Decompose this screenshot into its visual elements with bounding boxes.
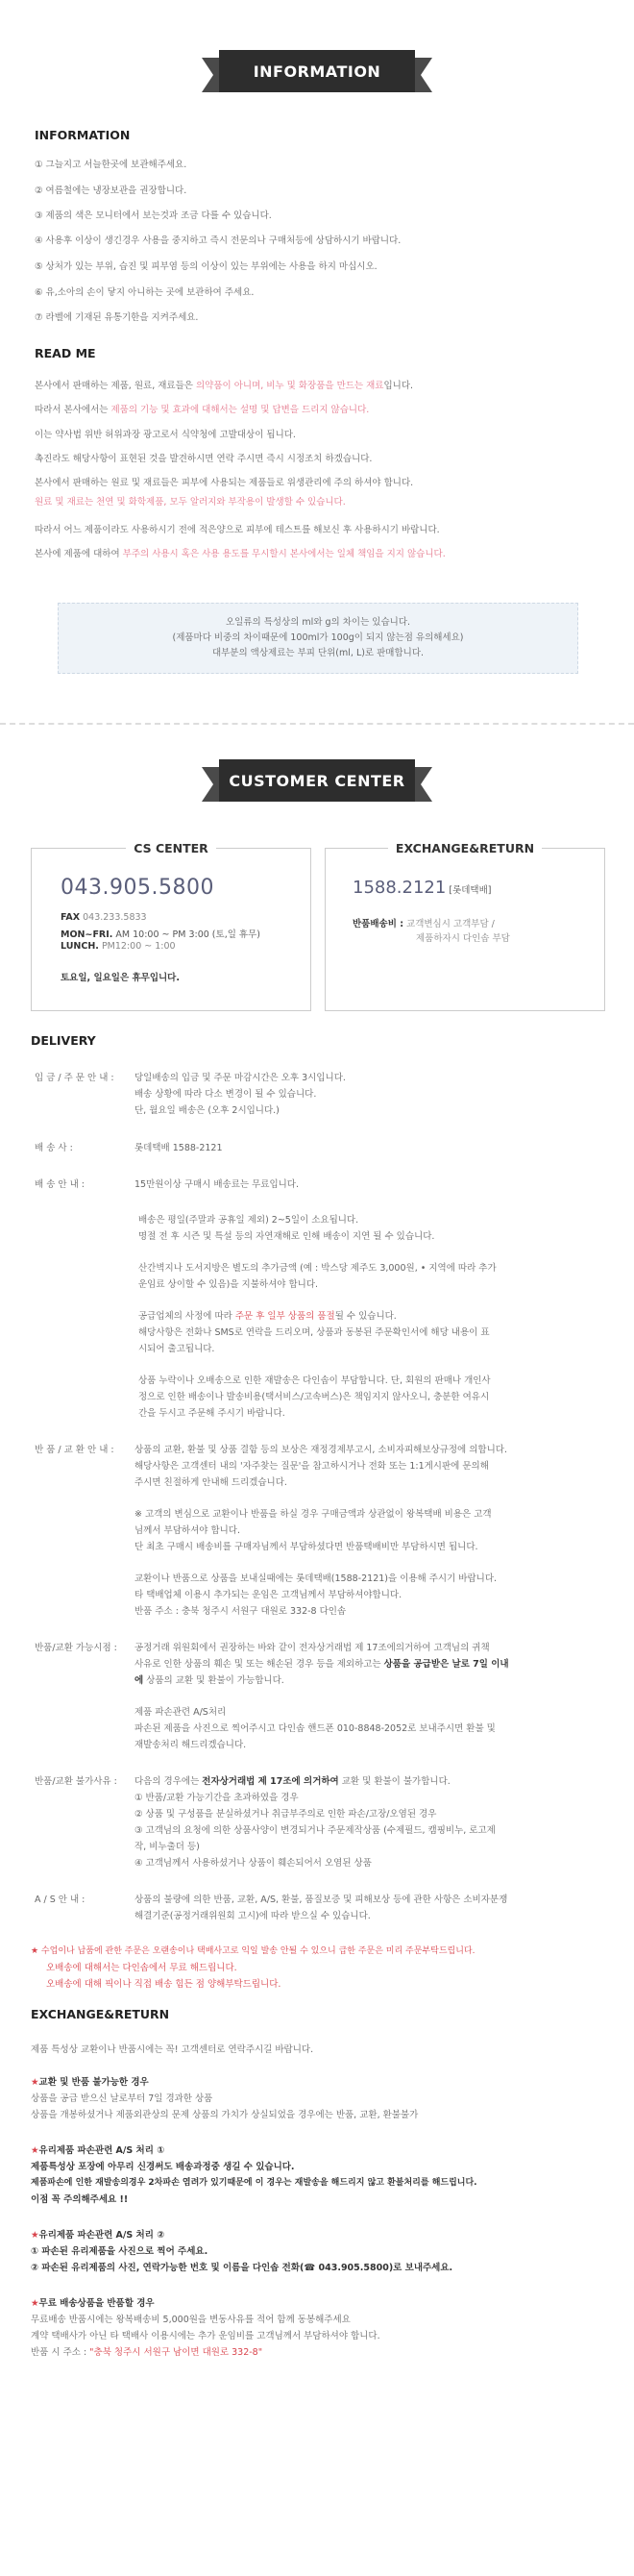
info-item-1: ① 그늘지고 서늘한곳에 보관해주세요. [35, 160, 187, 170]
readme-line-3: 이는 약사법 위반 허위과장 광고로서 식약청에 고발대상이 됩니다. [35, 430, 296, 440]
exret-t2c: 이점 꼭 주의해주세요 !! [31, 2194, 129, 2205]
cs-closed-notice: 토요일, 일요일은 휴무입니다. [61, 973, 180, 983]
info-item-3: ③ 제품의 색은 모니터에서 보는것과 조금 다를 수 있습니다. [35, 211, 272, 221]
ex-phone-row [353, 878, 492, 898]
readme-line-4: 촉진라도 해당사항이 표현된 것을 발견하시면 연락 주시면 즉시 시정조치 하겠습니다. [35, 454, 373, 464]
exret-t4: ★무료 배송상품을 반품할 경우 [31, 2298, 155, 2309]
order-line-1: 당일배송의 입금 및 주문 마감시간은 오후 3시입니다. [134, 1073, 346, 1083]
impossible-line-4: ③ 고객님의 요청에 의한 상품사양이 변경되거나 주문제작상품 (수제필드, 캠핑비누, 로고제 [134, 1825, 496, 1836]
guide-line-3: 명절 전 후 시즌 및 특설 등의 자연재해로 인해 배송이 지연 될 수 있습니다. [138, 1231, 435, 1242]
warning-line-3: 오배송에 대해 픽이나 직접 배송 힘든 점 양해부탁드립니다. [46, 1979, 281, 1990]
possible-line-1: 공정거래 위원회에서 권장하는 바와 같이 전자상거래법 제 17조에의거하여 고객님의 귀책 [134, 1643, 490, 1653]
delivery-heading: DELIVERY [31, 1033, 96, 1048]
return-line-5: 님께서 부담하셔야 합니다. [134, 1525, 241, 1536]
ml-g-note-box [58, 603, 578, 674]
return-line-1: 상품의 교환, 환불 및 상품 결함 등의 보상은 재정경제부고시, 소비자피해보상규정에 의합니다. [134, 1445, 507, 1455]
readme-line-7: 따라서 어느 제품이라도 사용하시기 전에 적은양으로 피부에 테스트를 해보신 후 사용하시기 바랍니다. [35, 525, 440, 535]
return-line-8: 타 택배업체 이용시 추가되는 운임은 고객님께서 부담하셔야합니다. [134, 1590, 402, 1600]
impossible-line-3: ② 상품 및 구성품을 분실하셨거나 취급부주의로 인한 파손/고장/오염된 경우 [134, 1809, 437, 1820]
exret-t2b: 제품파손에 인한 재발송의경우 2차파손 염려가 있기때문에 이 경우는 재발송을 해드리지 않고 환불처리를 해드립니다. [31, 2178, 477, 2188]
exret-t3: ★유리제품 파손관련 A/S 처리 ② [31, 2230, 165, 2241]
guide-line-2: 배송은 평일(주말과 공휴일 제외) 2~5일이 소요됩니다. [138, 1215, 359, 1226]
return-line-3: 주시면 친절하게 안내해 드리겠습니다. [134, 1477, 287, 1488]
impossible-line-6: ④ 고객님께서 사용하셨거나 상품이 훼손되어서 오염된 상품 [134, 1858, 372, 1869]
exret-t2: ★유리제품 파손관련 A/S 처리 ① [31, 2145, 165, 2156]
impossible-line-1: 다음의 경우에는 전자상거래법 제 17조에 의거하여 교환 및 환불이 불가합니다. [134, 1776, 451, 1787]
exret-t1b: 상품을 개봉하셨거나 제품외관상의 문제 상품의 가치가 상실되었을 경우에는 반품, 교환, 환불불가 [31, 2110, 419, 2120]
possible-line-5: 파손된 제품을 사진으로 찍어주시고 다인솝 핸드폰 010-8848-2052로 보내주시면 환불 및 [134, 1723, 496, 1734]
exret-t4a: 무료배송 반품시에는 왕복배송비 5,000원을 변동사유를 적어 함께 동봉해주세요 [31, 2315, 351, 2325]
impossible-label: 반품/교환 불가사유 : [35, 1776, 117, 1787]
note-line-3: 대부분의 액상제료는 부피 단위(ml, L)로 판매합니다. [211, 648, 425, 658]
info-item-2: ② 여름철에는 냉장보관을 권장합니다. [35, 186, 187, 196]
exret-t3a: ① 파손된 유리제품을 사진으로 찍어 주세요. [31, 2246, 208, 2257]
exret-t1: ★교환 및 반품 불가능한 경우 [31, 2077, 149, 2088]
return-line-7: 교환이나 반품으로 상품을 보내실때에는 롯데택배(1588-2121)을 이용해 주시기 바랍니다. [134, 1573, 498, 1584]
customer-center-ribbon-title: CUSTOMER CENTER [219, 759, 415, 802]
ex-phone[interactable]: 1588.2121 [353, 878, 447, 898]
courier-value: 롯데택배 1588-2121 [134, 1143, 223, 1153]
possible-label: 반품/교환 가능시점 : [35, 1643, 117, 1653]
information-heading: INFORMATION [35, 128, 131, 142]
guide-line-11: 간을 두시고 주문해 주시기 바랍니다. [138, 1408, 285, 1419]
exchange-return-box [325, 841, 605, 1011]
possible-line-6: 재발송처리 해드리겠습니다. [134, 1740, 247, 1750]
exret-t1a: 상품을 공급 받으신 날로부터 7일 경과한 상품 [31, 2093, 213, 2104]
information-ribbon-title: INFORMATION [219, 50, 415, 92]
info-item-7: ⑦ 라벨에 기재된 유통기한을 지켜주세요. [35, 312, 199, 323]
customer-center-ribbon [202, 759, 432, 802]
possible-line-2: 사유로 인한 상품의 훼손 및 또는 해손된 경우 등을 제외하고는 상품을 공급받은 날로 7일 이내 [134, 1659, 509, 1670]
guide-line-5: 운임료 상이할 수 있음)을 지불하셔야 합니다. [138, 1279, 319, 1290]
note-line-2: (제품마다 비중의 차이때문에 100ml가 100g이 되지 않는점 유의해세요) [172, 632, 464, 643]
ex-fee-line-1: 반품배송비 : 교객변심시 고객부담 / [353, 919, 495, 929]
return-label: 반 품 / 교 환 안 내 : [35, 1445, 114, 1455]
guide-label: 배 송 안 내 : [35, 1179, 85, 1190]
exchange-return-heading: EXCHANGE&RETURN [31, 2007, 170, 2021]
exret-t4c: 반품 시 주소 : "충북 청주시 서원구 남이면 대원로 332-8" [31, 2347, 263, 2358]
cs-center-box [31, 841, 311, 1011]
as-line-1: 상품의 불량에 의한 반품, 교환, A/S, 환불, 품질보증 및 피해보상 등에 관한 사항은 소비자분쟁 [134, 1895, 508, 1905]
info-item-5: ⑤ 상처가 있는 부위, 습진 및 피부염 등의 이상이 있는 부위에는 사용을 하지 마십시오. [35, 261, 378, 272]
impossible-line-2: ① 반품/교환 가능기간을 초과하였을 경우 [134, 1793, 299, 1803]
cs-fax: FAX 043.233.5833 [61, 912, 147, 923]
return-address: 반품 주소 : 충북 청주시 서원구 대원로 332-8 다인솝 [134, 1606, 347, 1617]
guide-line-8: 시되어 출고됩니다. [138, 1344, 215, 1354]
note-line-1: 오일류의 특성상의 ml와 g의 차이는 있습니다. [225, 617, 411, 628]
readme-line-6: 원료 및 재료는 천연 및 화학제품, 모두 알러지와 부작용이 발생할 수 있습니다. [35, 497, 346, 508]
ex-fee-line-2: 제품하자시 다인솝 부담 [416, 933, 510, 944]
cs-hours: MON~FRI. AM 10:00 ~ PM 3:00 (토,일 휴무) [61, 929, 260, 940]
info-item-6: ⑥ 유,소아의 손이 닿지 아니하는 곳에 보관하여 주세요. [35, 287, 255, 298]
guide-line-4: 산간벽지나 도서지방은 별도의 추가금액 (예 : 박스당 제주도 3,000원, • 지역에 따라 추가 [138, 1263, 497, 1274]
return-line-2: 해당사항은 고객센터 내의 '자주찾는 질문'을 참고하시거나 전화 또는 1:1게시판에 문의해 [134, 1461, 489, 1472]
ex-courier: [롯데택배] [449, 885, 492, 896]
exret-t4b: 계약 택배사가 아닌 타 택배사 이용시에는 추가 운임비를 고객님께서 부담하셔야 합니다. [31, 2331, 380, 2341]
cs-lunch: LUNCH. PM12:00 ~ 1:00 [61, 941, 176, 952]
readme-line-2: 따라서 본사에서는 제품의 기능 및 효과에 대해서는 설명 및 답변을 드리지 않습니다. [35, 405, 370, 415]
courier-label: 배 송 사 : [35, 1143, 73, 1153]
as-line-2: 해결기준(공정거래위원회 고시)에 따라 받으실 수 있습니다. [134, 1911, 371, 1921]
cs-center-title: CS CENTER [126, 841, 216, 855]
info-item-4: ④ 사용후 이상이 생긴경우 사용을 중지하고 즉시 전문의나 구매처등에 상담하시기 바랍니다. [35, 235, 402, 246]
warning-line-2: 오배송에 대해서는 다인솝에서 무료 해드립니다. [46, 1963, 237, 1973]
order-label: 입 금 / 주 문 안 내 : [35, 1073, 114, 1083]
exret-t3b: ② 파손된 유리제품의 사진, 연락가능한 번호 및 이름을 다인솝 전화(☎ 043.905.5800)로 보내주세요. [31, 2263, 453, 2273]
order-line-2: 배송 상황에 따라 다소 변경이 될 수 있습니다. [134, 1089, 317, 1100]
possible-line-4: 제품 파손관련 A/S처리 [134, 1707, 227, 1718]
guide-line-7: 해당사항은 전화나 SMS로 연락을 드리오며, 상품과 동봉된 주문확인서에 해당 내용이 표 [138, 1327, 490, 1338]
readme-heading: READ ME [35, 346, 96, 360]
cs-phone[interactable]: 043.905.5800 [61, 876, 214, 900]
information-ribbon [202, 50, 432, 92]
guide-line-6: 공급업체의 사정에 따라 주문 후 일부 상품의 품절될 수 있습니다. [138, 1311, 397, 1322]
return-line-4: ※ 고객의 변심으로 교환이나 반품을 하실 경우 구매금액과 상관없이 왕복택배 비용은 고객 [134, 1509, 492, 1520]
section-divider [0, 723, 634, 725]
exret-t2a: 제품특성상 포장에 아무리 신경써도 배송과정중 생길 수 있습니다. [31, 2162, 295, 2172]
warning-line-1: ★ 수업이나 납품에 관한 주문은 오랜송이나 택배사고로 익일 발송 안될 수 있으니 급한 주문은 미리 주문부탁드립니다. [31, 1946, 476, 1956]
guide-line-10: 정으로 인한 배송이나 발송비용(택서비스/고속버스)은 책임지지 않사오니, 충분한 여유시 [138, 1392, 490, 1402]
order-line-3: 단, 월요일 배송은 (오후 2시입니다.) [134, 1105, 280, 1116]
guide-line-1: 15만원이상 구매시 배송료는 무료입니다. [134, 1179, 299, 1190]
impossible-line-5: 작, 비누출더 등) [134, 1842, 200, 1852]
guide-line-9: 상품 누락이나 오배송으로 인한 재발송은 다인솝이 부담합니다. 단, 회원의 판매나 개인사 [138, 1375, 491, 1386]
possible-line-3: 에 상품의 교환 및 환불이 가능합니다. [134, 1675, 284, 1686]
return-line-6: 단 최초 구매시 배송비를 구매자님께서 부담하셨다면 반품택배비만 부담하시면 됩니다. [134, 1542, 478, 1552]
readme-line-8: 본사에 제품에 대하여 부주의 사용시 혹은 사용 용도를 무시할시 본사에서는 일체 책임을 지지 않습니다. [35, 549, 446, 559]
exchange-return-title: EXCHANGE&RETURN [388, 841, 542, 855]
as-label: A / S 안 내 : [35, 1895, 85, 1905]
readme-line-5: 본사에서 판매하는 원료 및 재료들은 피부에 사용되는 제품들로 위생관리에 주의 하셔야 합니다. [35, 478, 414, 488]
exret-intro: 제품 특성상 교환이나 반품시에는 꼭! 고객센터로 연락주시길 바랍니다. [31, 2044, 314, 2055]
readme-line-1: 본사에서 판매하는 제품, 원료, 재료들은 의약품이 아니며, 비누 및 화장품을 만드는 재료입니다. [35, 381, 414, 391]
